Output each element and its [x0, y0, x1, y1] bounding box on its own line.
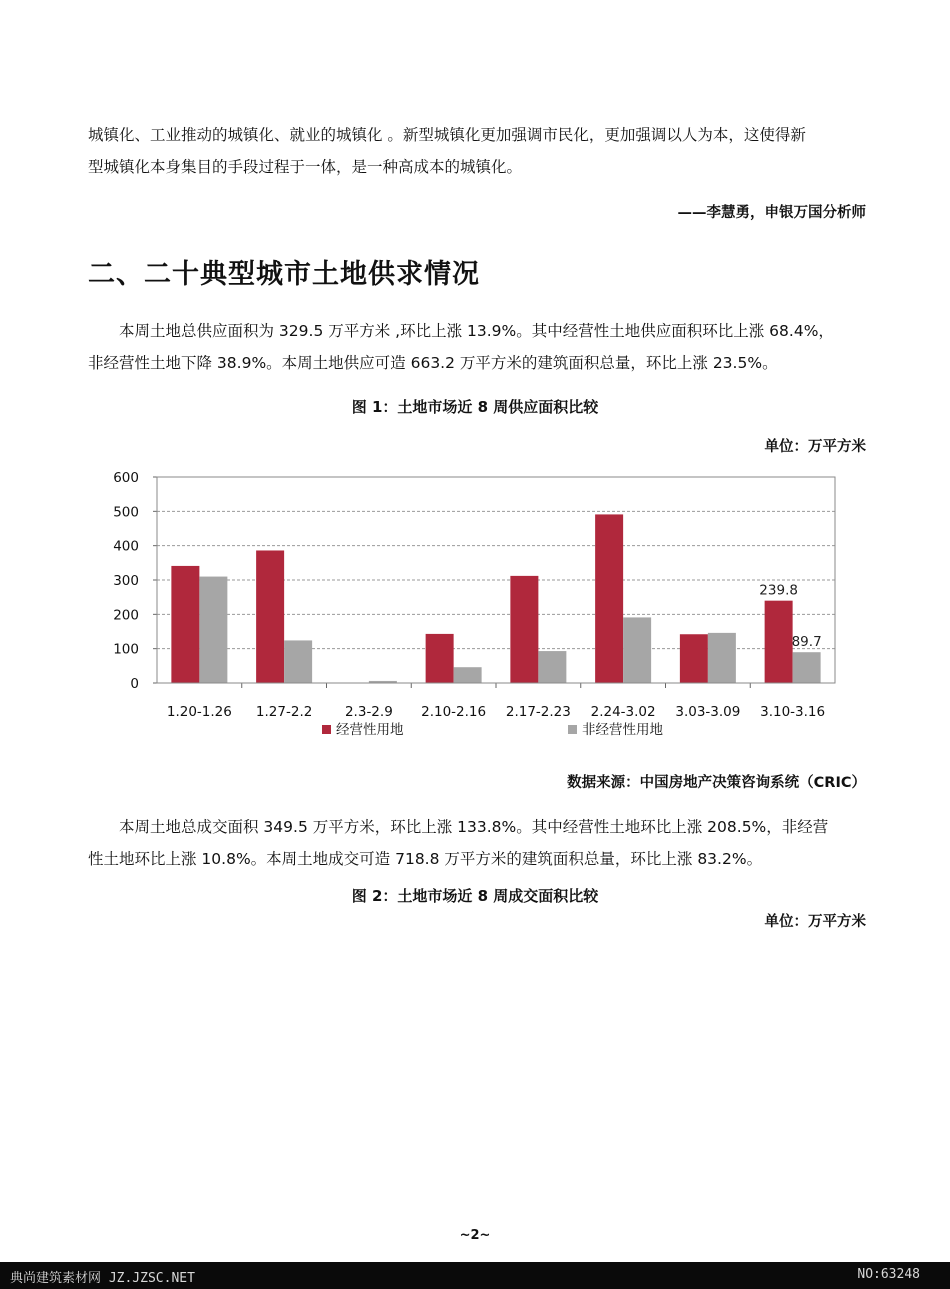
bar: [765, 601, 793, 683]
x-tick-label: 1.20-1.26: [166, 704, 232, 720]
bar: [595, 514, 623, 683]
bar: [171, 566, 199, 683]
figure2-unit: 单位：万平方米: [764, 914, 866, 930]
bar: [199, 577, 227, 683]
figure2-caption: 图 2：土地市场近 8 周成交面积比较: [351, 887, 599, 905]
bar: [708, 633, 736, 683]
bar: [510, 576, 538, 683]
figure1-source: 数据来源：中国房地产决策咨询系统（CRIC）: [567, 775, 866, 791]
deal-line-1: 本周土地总成交面积 349.5 万平方米，环比上涨 133.8%。其中经营性土地环比上涨 208.5%，非经营: [119, 818, 829, 836]
x-axis-ticks: [167, 683, 825, 720]
watermark-bar: [0, 1262, 950, 1289]
x-tick-label: 3.10-3.16: [760, 704, 826, 720]
figure1-caption: 图 1：土地市场近 8 周供应面积比较: [351, 398, 599, 416]
deal-paragraph: [88, 811, 868, 875]
bar: [680, 634, 708, 683]
deal-line-2: 性土地环比上涨 10.8%。本周土地成交可造 718.8 万平方米的建筑面积总量，环比上涨 83.2%。: [88, 850, 763, 868]
watermark-left-text: 典尚建筑素材网 JZ.JZSC.NET: [10, 1271, 195, 1286]
x-tick-label: 2.17-2.23: [505, 704, 571, 720]
bar: [256, 550, 284, 683]
bar: [454, 667, 482, 683]
supply-bar-chart: [100, 462, 860, 752]
legend-swatch: [568, 725, 577, 734]
y-tick-label: 600: [113, 470, 139, 486]
bar: [623, 617, 651, 683]
bar: [538, 651, 566, 683]
y-tick-label: 0: [130, 676, 139, 692]
y-tick-label: 300: [113, 573, 139, 589]
x-tick-label: 2.3-2.9: [344, 704, 393, 720]
data-label: 239.8: [759, 582, 798, 599]
x-tick-label: 2.24-3.02: [590, 704, 656, 720]
bar: [284, 640, 312, 683]
figure1-unit: 单位：万平方米: [764, 439, 866, 455]
bar: [793, 652, 821, 683]
intro-line-1: 城镇化、工业推动的城镇化、就业的城镇化 。新型城镇化更加强调市民化，更加强调以人为本，这使得新: [88, 126, 806, 144]
intro-line-2: 型城镇化本身集目的手段过程于一体，是一种高成本的城镇化。: [88, 158, 523, 176]
y-tick-label: 500: [113, 504, 139, 521]
x-tick-label: 3.03-3.09: [675, 704, 741, 720]
section-title: 二、二十典型城市土地供求情况: [88, 259, 480, 290]
y-tick-label: 400: [113, 538, 139, 555]
legend-swatch: [322, 725, 331, 734]
supply-line-1: 本周土地总供应面积为 329.5 万平方米 ,环比上涨 13.9%。其中经营性土地供应面积环比上涨 68.4%，: [119, 322, 834, 340]
legend-label: 非经营性用地: [582, 722, 663, 738]
x-tick-label: 1.27-2.2: [255, 704, 313, 720]
y-tick-label: 100: [113, 641, 139, 658]
legend-label: 经营性用地: [336, 722, 404, 738]
quote-attribution: ——李慧勇，申银万国分析师: [677, 205, 866, 221]
supply-paragraph: [88, 315, 868, 379]
page-number: ~2~: [459, 1228, 491, 1243]
y-axis-ticks: [113, 470, 157, 692]
data-label: 89.7: [791, 634, 822, 651]
supply-line-2: 非经营性土地下降 38.9%。本周土地供应可造 663.2 万平方米的建筑面积总量，环比上涨 23.5%。: [88, 354, 778, 372]
intro-paragraph: [88, 119, 868, 183]
y-tick-label: 200: [113, 607, 139, 624]
chart-bars: [171, 514, 820, 683]
bar: [426, 634, 454, 683]
chart-legend: [322, 721, 663, 738]
x-tick-label: 2.10-2.16: [421, 704, 487, 720]
watermark-right-text: NO:63248: [857, 1267, 920, 1282]
